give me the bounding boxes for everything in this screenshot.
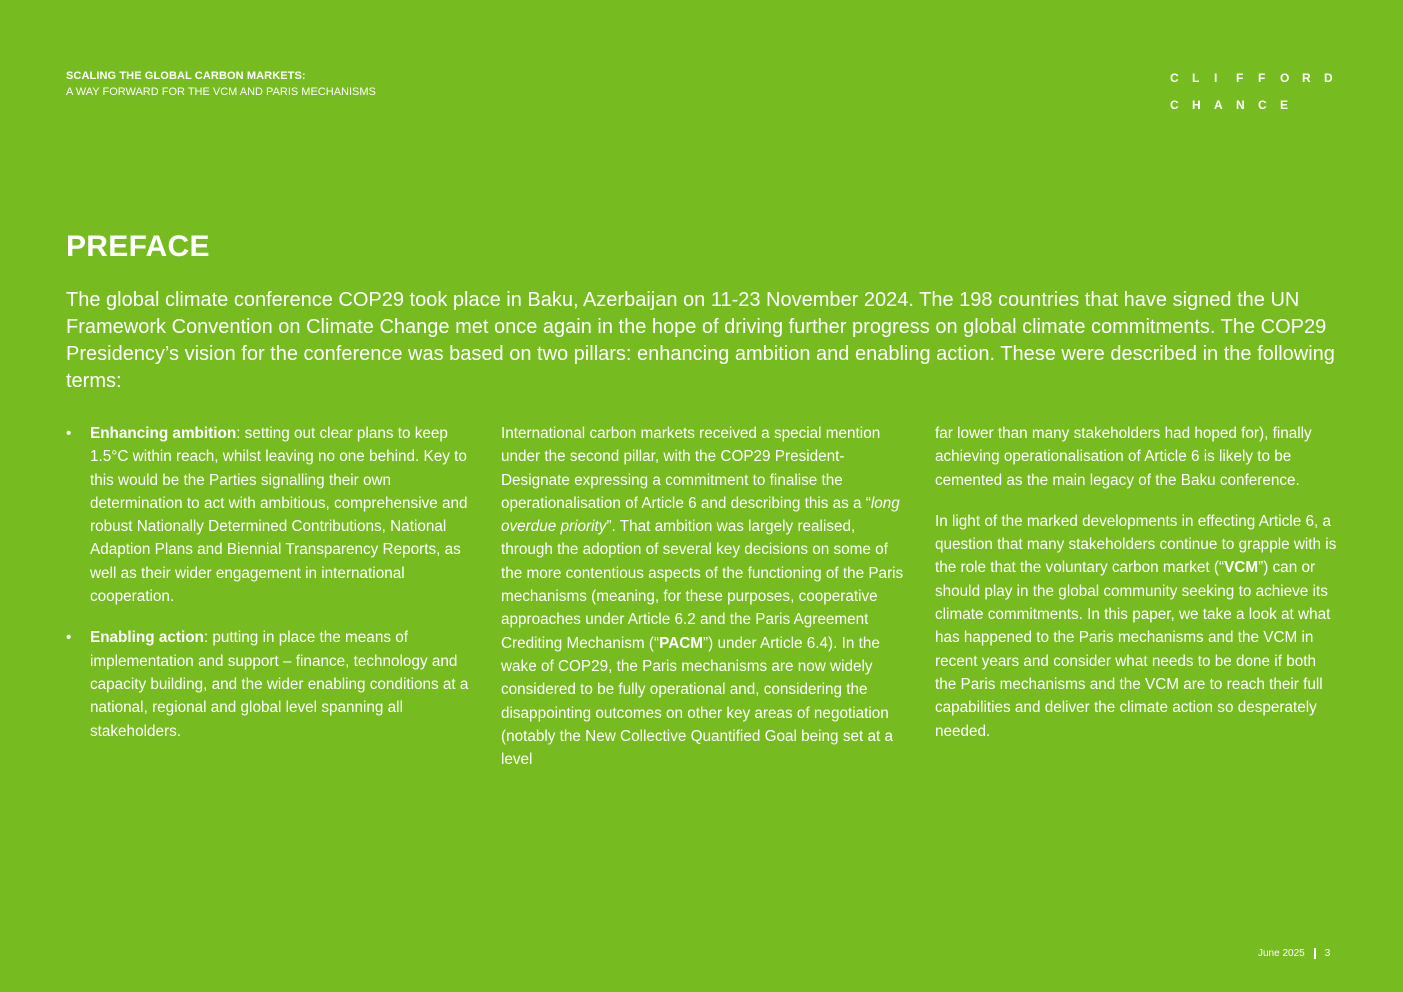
column-2 — [501, 422, 906, 789]
quote-italic: long overdue priority — [501, 494, 900, 536]
bullet-icon: • — [66, 629, 72, 647]
body-paragraph — [935, 510, 1340, 743]
pillars-list — [66, 422, 471, 743]
logo-letter: C — [1170, 70, 1179, 85]
logo-letter: N — [1236, 97, 1245, 112]
body-paragraph: far lower than many stakeholders had hoped for), finally achieving operationalisation of Article 6 is likely to be cemented as the main legacy of the Baku conference. — [935, 425, 1312, 489]
text-span: International carbon markets received a special mention under the second pillar, with the COP29 President-Designate expressing a commitment to finalise the operationalisation of Article 6 and describing this as a “ — [501, 425, 881, 512]
logo-letter: C — [1170, 97, 1179, 112]
logo-line-1 — [1170, 64, 1346, 91]
report-subtitle: A WAY FORWARD FOR THE VCM AND PARIS MECHANISMS — [66, 86, 376, 98]
column-1 — [66, 422, 471, 761]
logo-letter: F — [1236, 70, 1244, 85]
logo-letter: R — [1302, 70, 1311, 85]
list-item-term: Enhancing ambition — [90, 425, 237, 442]
page-title: PREFACE — [66, 230, 210, 263]
page-footer — [1258, 948, 1330, 959]
logo-letter: F — [1258, 70, 1266, 85]
list-item — [66, 626, 471, 742]
text-span: In light of the marked developments in effecting Article 6, a question that many stakeholders continue to grapple with is the role that the voluntary carbon market (“ — [935, 512, 1337, 577]
text-span: ”. That ambition was largely realised, through the adoption of several key decisions on some of the more contentious aspects of the functioning of the Paris mechanisms (meaning, for these purposes, cooperative approaches under Article 6.2 and the Paris Agreement Crediting Mechanism (“ — [501, 518, 904, 652]
report-title: SCALING THE GLOBAL CARBON MARKETS: — [66, 70, 306, 82]
logo-letter: A — [1214, 97, 1223, 112]
logo-letter: C — [1258, 97, 1267, 112]
bullet-icon: • — [66, 425, 72, 442]
text-span: ”) under Article 6.4). In the wake of COP29, the Paris mechanisms are now widely considered to be fully operational and, considering the disappointing outcomes on other key areas of negotiation (notably the New Collective Quantified Goal being set at a level — [501, 634, 893, 769]
logo-line-2 — [1170, 91, 1346, 118]
footer-date: June 2025 — [1258, 948, 1305, 959]
list-item-text: : putting in place the means of implementation and support – finance, technology and capacity building, and the wider enabling conditions at a national, regional and global level spanning all stakeholders. — [90, 629, 469, 740]
logo-letter: I — [1214, 70, 1218, 85]
footer-divider — [1314, 948, 1316, 959]
intro-paragraph: The global climate conference COP29 took place in Baku, Azerbaijan on 11-23 November 2024. The 198 countries that have signed the UN Framework Convention on Climate Change met once again in the hope of driving further progress on global climate commitments. The COP29 Presidency’s vision for the conference was based on two pillars: enhancing ambition and enabling action. These were described in the following terms: — [66, 289, 1335, 392]
column-3 — [935, 422, 1340, 761]
defined-term: PACM — [659, 634, 704, 652]
page-number: 3 — [1324, 948, 1331, 959]
list-item-term: Enabling action — [90, 629, 204, 647]
logo-letter: H — [1192, 97, 1201, 112]
text-span: ”) can or should play in the global community seeking to achieve its climate commitments. In this paper, we take a look at what has happened to the Paris mechanisms and the VCM in recent years and consider what needs to be done if both the Paris mechanisms and the VCM are to reach their full capabilities and deliver the climate action so desperately needed. — [935, 559, 1331, 740]
logo-letter: E — [1280, 97, 1289, 112]
body-paragraph — [501, 422, 906, 771]
logo-letter: L — [1192, 70, 1200, 85]
logo-letter: O — [1280, 70, 1290, 85]
logo-letter: D — [1324, 70, 1333, 85]
list-item — [66, 422, 471, 608]
clifford-chance-logo — [1170, 64, 1346, 118]
list-item-text: : setting out clear plans to keep 1.5°C within reach, whilst leaving no one behind. Key to this would be the Parties signalling their own determination to act with ambitious, comprehensive and robust Nationally Determined Contributions, National Adaption Plans and Biennial Transparency Reports, as well as their wider engagement in international cooperation. — [90, 425, 468, 606]
defined-term: VCM — [1224, 559, 1259, 577]
